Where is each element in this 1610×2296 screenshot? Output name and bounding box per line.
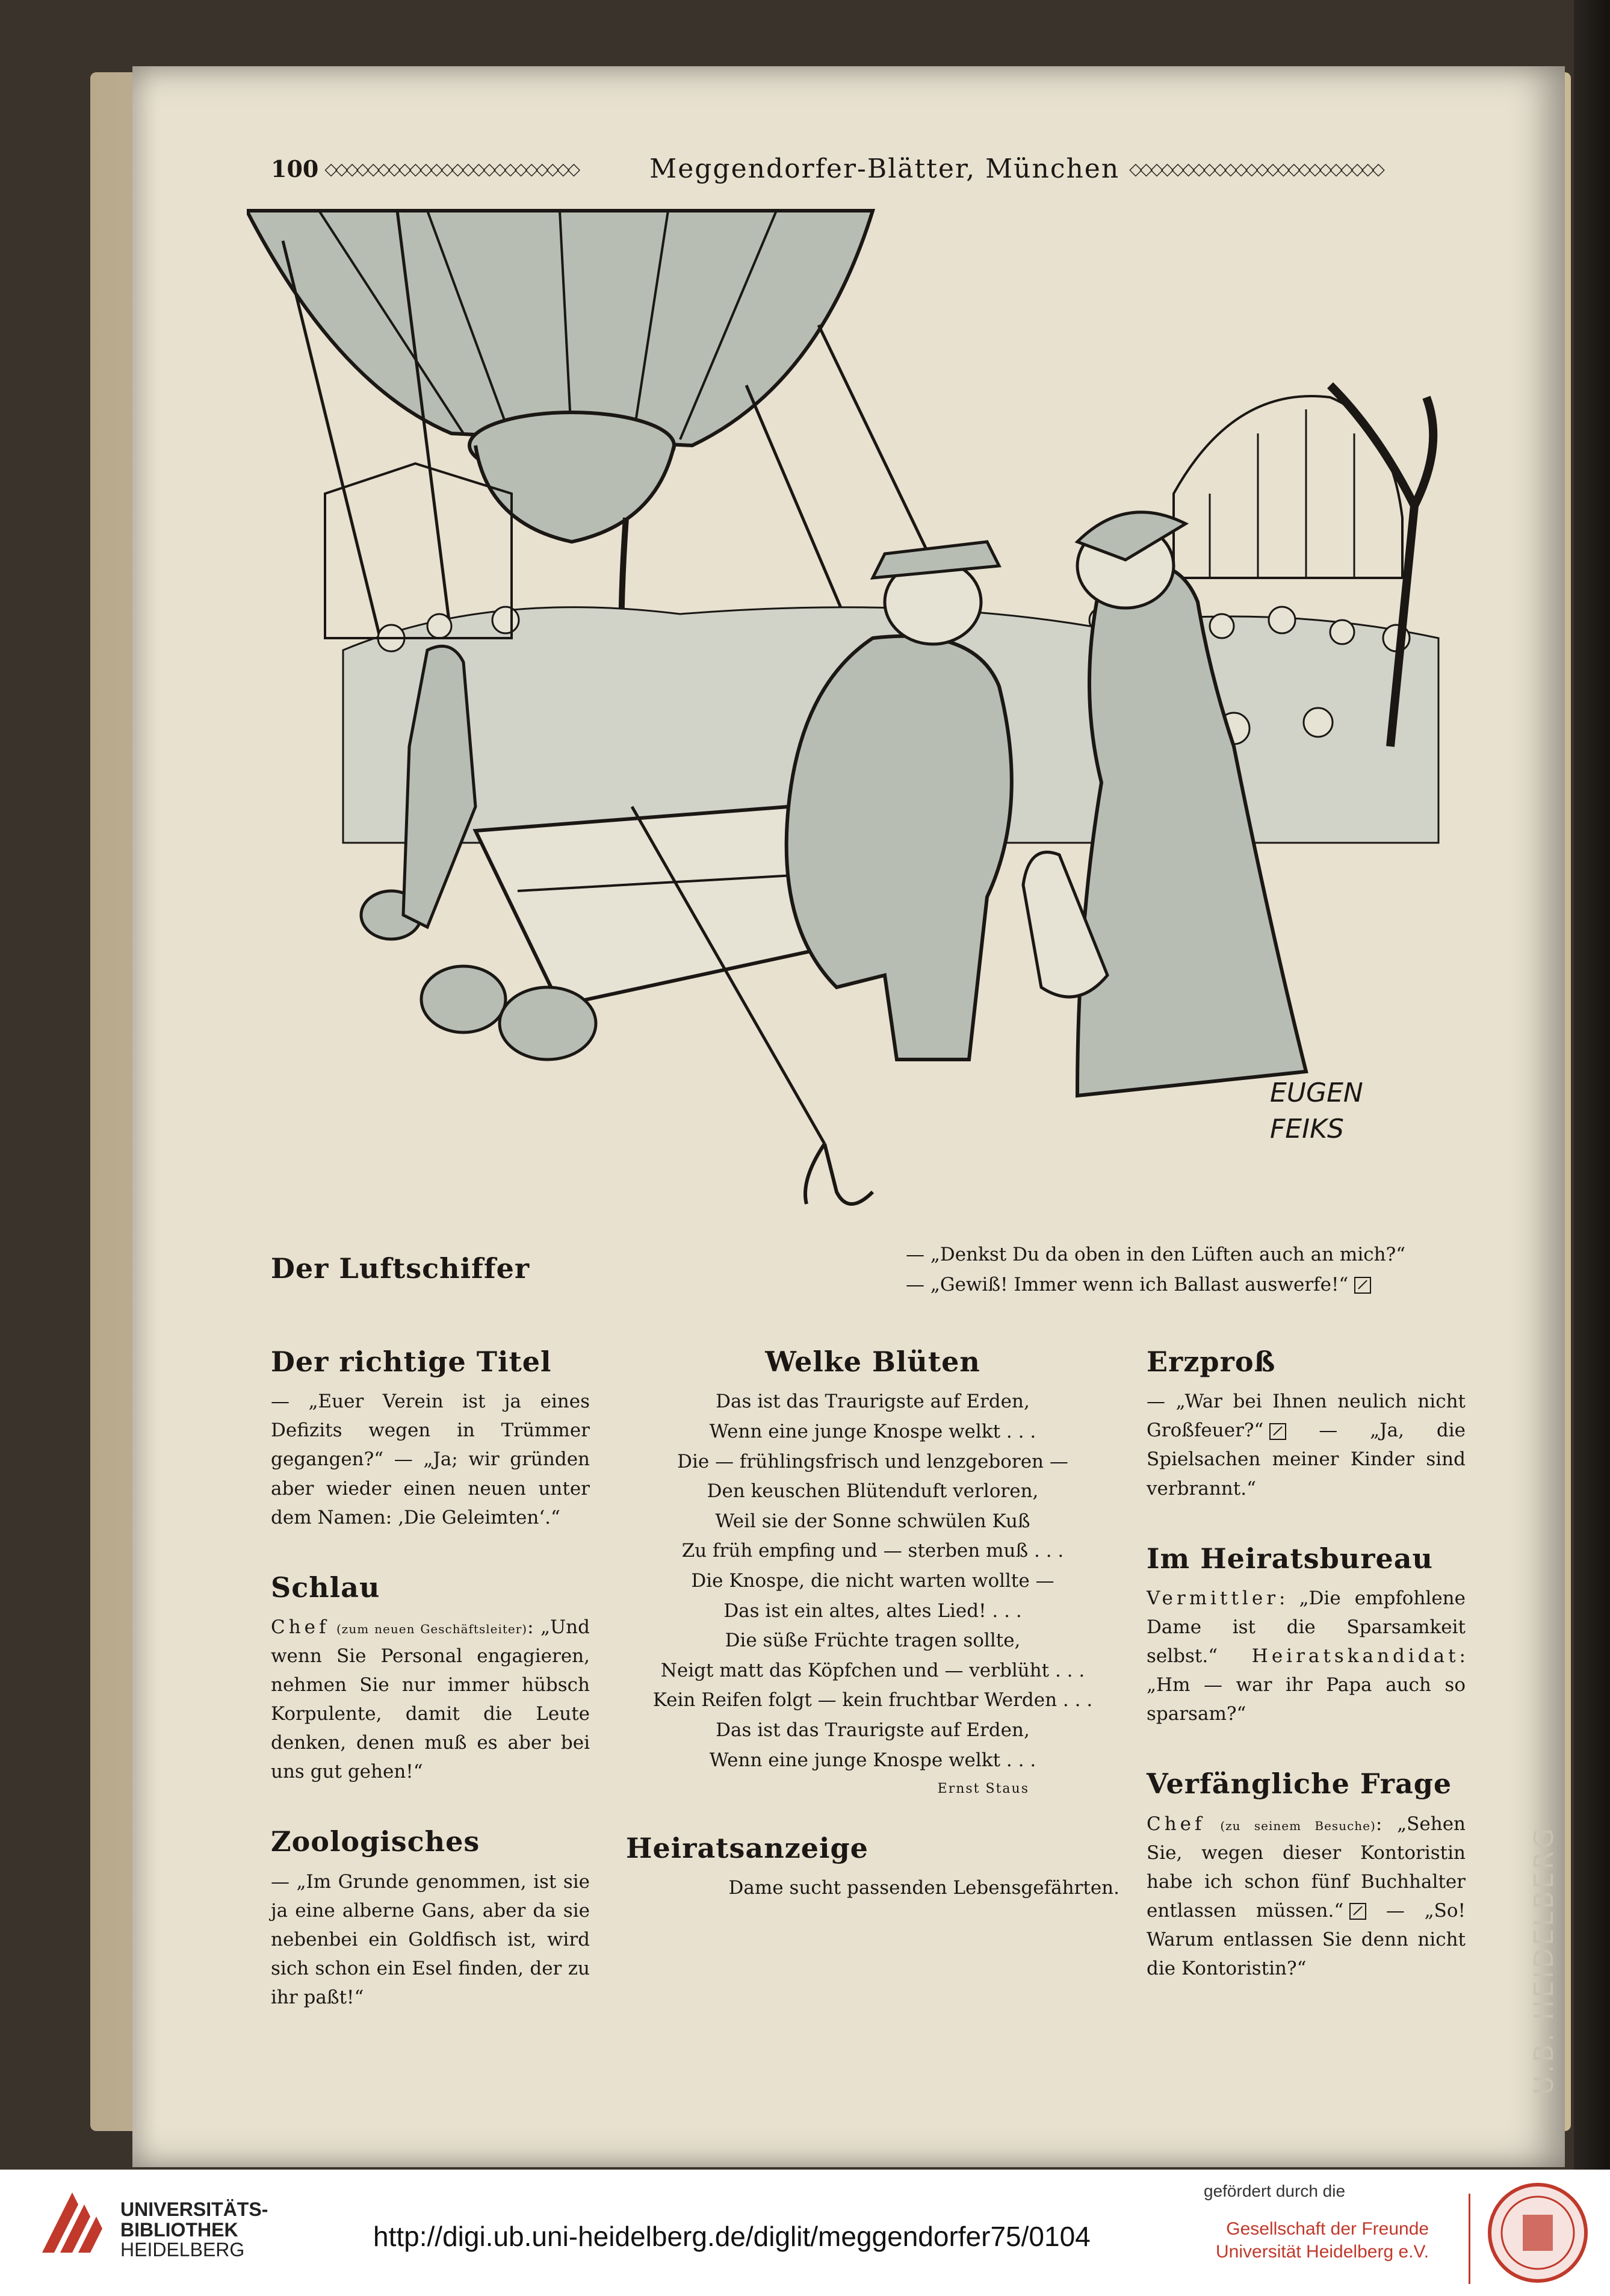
column-2 bbox=[626, 1342, 1119, 1904]
joke-line-erzpross-1: — „War bei Ihnen neulich nicht Großfeuer?“ bbox=[1147, 1391, 1466, 1442]
column-3 bbox=[1147, 1342, 1466, 1983]
joke-line-vermittler: : „Die empfohlene Dame ist die Sparsamkeit selbst.“ bbox=[1147, 1587, 1466, 1668]
editorial-mark-icon bbox=[1269, 1423, 1286, 1440]
university-seal-icon bbox=[1487, 2182, 1589, 2284]
joke-line-frage-2: — „So! Warum entlassen Sie denn nicht die Kontoristin?“ bbox=[1147, 1899, 1466, 1979]
artist-signature-line2: FEIKS bbox=[1270, 1114, 1344, 1144]
joke-text-heiratsanzeige: Dame sucht passenden Lebensgefährten. bbox=[728, 1877, 1119, 1899]
stage-note-schlau: (zum neuen Geschäftsleiter) bbox=[336, 1622, 528, 1637]
digitization-footer bbox=[0, 2170, 1610, 2296]
joke-title-erzpross: Erzproß bbox=[1147, 1345, 1276, 1378]
poem-line: Wenn eine junge Knospe welkt . . . bbox=[709, 1420, 1036, 1442]
background-right bbox=[1574, 0, 1610, 2296]
library-name bbox=[120, 2200, 268, 2260]
university-library-logo-icon bbox=[36, 2186, 108, 2259]
poem-line: Das ist das Traurigste auf Erden, bbox=[716, 1391, 1030, 1413]
spine-label: U.B. HEIDELBERG bbox=[1529, 1825, 1559, 2095]
poem-line: Das ist das Traurigste auf Erden, bbox=[716, 1719, 1030, 1741]
joke-text-heiratsbureau bbox=[1147, 1584, 1466, 1728]
footer-divider bbox=[1469, 2194, 1470, 2284]
sponsor-name-line2: Universität Heidelberg e.V. bbox=[1216, 2241, 1429, 2262]
library-name-line1: UNIVERSITÄTS- bbox=[120, 2198, 268, 2220]
running-header bbox=[271, 150, 1444, 187]
joke-line-erzpross-2: — „Ja, die Spielsachen meiner Kinder sind verbrannt.“ bbox=[1147, 1419, 1466, 1500]
caption-line-1: — „Denkst Du da oben in den Lüften auch an mich?“ bbox=[906, 1244, 1406, 1265]
caption-title: Der Luftschiffer bbox=[271, 1252, 530, 1285]
poem-line: Weil sie der Sonne schwülen Kuß bbox=[715, 1510, 1030, 1532]
joke-text-erzpross bbox=[1147, 1387, 1466, 1503]
joke-text-richtige-titel: — „Euer Verein ist ja eines Defizits wegen in Trümmer gegangen?“ — „Ja; wir gründen aber wieder einen neuen unter dem Namen: ‚Die Geleimten‘.“ bbox=[271, 1391, 590, 1528]
joke-text-zoologisches: — „Im Grunde genommen, ist sie ja eine alberne Gans, aber da sie nebenbei ein Goldfisch ist, wird sich schon ein Esel finden, der zu ihr paßt!“ bbox=[271, 1870, 590, 2008]
page-number: 100 bbox=[271, 155, 319, 182]
poem-line: Die Knospe, die nicht warten wollte — bbox=[691, 1569, 1054, 1592]
joke-title-zoologisches: Zoologisches bbox=[271, 1825, 480, 1858]
poem-body bbox=[626, 1387, 1119, 1775]
poem-line: Zu früh empfing und — sterben muß . . . bbox=[681, 1540, 1064, 1562]
joke-text-verfaengliche-frage bbox=[1147, 1810, 1466, 1983]
joke-body-schlau: : „Und wenn Sie Personal engagieren, nehmen Sie nur immer hübsch Korpulente, damit die Leute denken, denen muß es aber bei uns gut gehen!“ bbox=[271, 1616, 590, 1783]
ornament-left: ◇◇◇◇◇◇◇◇◇◇◇◇◇◇◇◇◇◇◇◇◇◇◇◇ bbox=[324, 158, 578, 179]
figure-fat-man bbox=[787, 636, 1012, 1060]
balloon-illustration bbox=[247, 205, 1444, 1216]
poem-line: Wenn eine junge Knospe welkt . . . bbox=[709, 1749, 1036, 1771]
joke-line-frage-1: : „Sehen Sie, wegen dieser Kontoristin habe ich schon fünf Buchhalter entlassen müssen.“ bbox=[1147, 1813, 1466, 1922]
joke-title-heiratsanzeige: Heiratsanzeige bbox=[626, 1831, 868, 1864]
sponsor-label: gefördert durch die bbox=[1204, 2182, 1346, 2200]
caption-dialogue bbox=[906, 1240, 1478, 1300]
column-1 bbox=[271, 1342, 590, 2012]
joke-title-richtige-titel: Der richtige Titel bbox=[271, 1345, 552, 1378]
library-name-line2: BIBLIOTHEK bbox=[120, 2218, 238, 2241]
journal-title: Meggendorfer-Blätter, München bbox=[649, 153, 1120, 184]
poem-line: Die — frühlingsfrisch und lenzgeboren — bbox=[677, 1450, 1068, 1472]
caption-title-block bbox=[271, 1249, 530, 1288]
caption-line-2: — „Gewiß! Immer wenn ich Ballast auswerfe!“ bbox=[906, 1273, 1349, 1295]
source-url-link[interactable]: http://digi.ub.uni-heidelberg.de/diglit/meggendorfer75/0104 bbox=[373, 2221, 1091, 2252]
speaker-chef: Chef bbox=[271, 1616, 330, 1639]
poem-line: Das ist ein altes, altes Lied! . . . bbox=[723, 1599, 1022, 1622]
poem-line: Kein Reifen folgt — kein fruchtbar Werden . . . bbox=[652, 1689, 1093, 1711]
artist-signature-line1: EUGEN bbox=[1270, 1078, 1363, 1108]
ornament-right: ◇◇◇◇◇◇◇◇◇◇◇◇◇◇◇◇◇◇◇◇◇◇◇◇ bbox=[1129, 158, 1382, 179]
poem-line: Neigt matt das Köpfchen und — verblüht . . . bbox=[660, 1659, 1085, 1681]
poem-author: Ernst Staus bbox=[937, 1781, 1029, 1797]
joke-text-schlau bbox=[271, 1613, 590, 1786]
speaker-chef-2: Chef bbox=[1147, 1813, 1206, 1835]
poem-line: Die süße Früchte tragen sollte, bbox=[725, 1630, 1021, 1652]
sponsor-name-line1: Gesellschaft der Freunde bbox=[1226, 2219, 1429, 2239]
joke-line-kandidat: : „Hm — war ihr Papa auch so sparsam?“ bbox=[1147, 1645, 1466, 1725]
joke-title-verfaengliche-frage: Verfängliche Frage bbox=[1147, 1767, 1452, 1801]
poem-line: Den keuschen Blütenduft verloren, bbox=[707, 1480, 1039, 1503]
sponsor-name bbox=[1216, 2218, 1429, 2263]
editorial-mark-icon bbox=[1349, 1903, 1366, 1920]
library-name-line3: HEIDELBERG bbox=[120, 2239, 245, 2261]
poem-title: Welke Blüten bbox=[765, 1345, 980, 1378]
joke-title-schlau: Schlau bbox=[271, 1571, 380, 1604]
joke-title-heiratsbureau: Im Heiratsbureau bbox=[1147, 1542, 1433, 1575]
anchor-icon bbox=[805, 1144, 873, 1204]
speaker-vermittler: Vermittler bbox=[1147, 1587, 1280, 1609]
speaker-heiratskandidat: Heiratskandidat bbox=[1251, 1645, 1460, 1668]
stage-note-frage: (zu seinem Besuche) bbox=[1220, 1818, 1376, 1833]
editorial-mark-icon bbox=[1354, 1277, 1371, 1294]
